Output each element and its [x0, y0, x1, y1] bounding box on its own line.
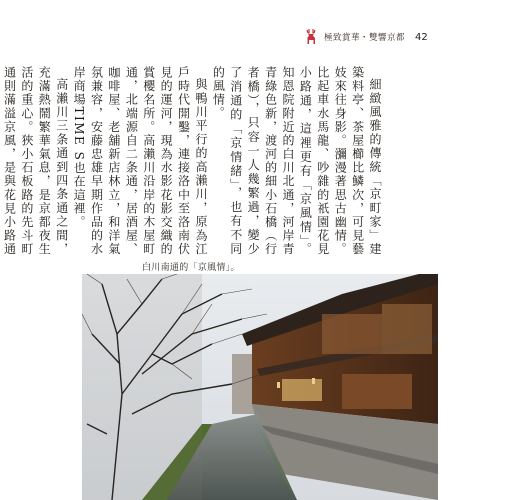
- shirakawa-street-photo: [82, 274, 438, 500]
- running-title: 極致賞華・雙響京都: [324, 33, 406, 43]
- page-header: [304, 30, 428, 44]
- photo-caption: 白川南通的「京風情」。: [142, 263, 240, 273]
- paragraph: 與鴨川平行的高瀨川，原為江戶時代開鑿，連接洛中至洛南伏見的運河，現為水影花影交織的賞櫻名所。高瀨川沿岸的木屋町通，北端源自二条通，居酒屋、咖啡屋、老舖新店林立，和洋氣氛兼容，安藤忠雄早期作品的水岸商場TIME S也在這裡。: [72, 66, 208, 256]
- paragraph: 細緻風雅的傳統「京町家」建築料亭、茶屋櫛比鱗次，可見藝妓來往身影。瀰漫著思古幽情。比起車水馬龍、吵雜的祇園花見小路通，這裡更有「京風情」。知恩院附近的白川北通，河岸青青綠色新，渡河的細小石橋（行者橋），只容一人幾繁過，變少了消通的「京情緒」，也有不同的風情。: [211, 66, 382, 256]
- body-text: [2, 66, 383, 256]
- deer-logo-icon: [304, 29, 318, 45]
- paragraph: 高瀨川三条通到四条通之間，充滿熱鬧繁華氣息，是京都夜生活的重心。狹小石板路的先斗町通則滿溢京風，是與花見小路通: [2, 66, 69, 256]
- canal-scene-illustration: [82, 274, 438, 500]
- page-number: 42: [415, 31, 428, 43]
